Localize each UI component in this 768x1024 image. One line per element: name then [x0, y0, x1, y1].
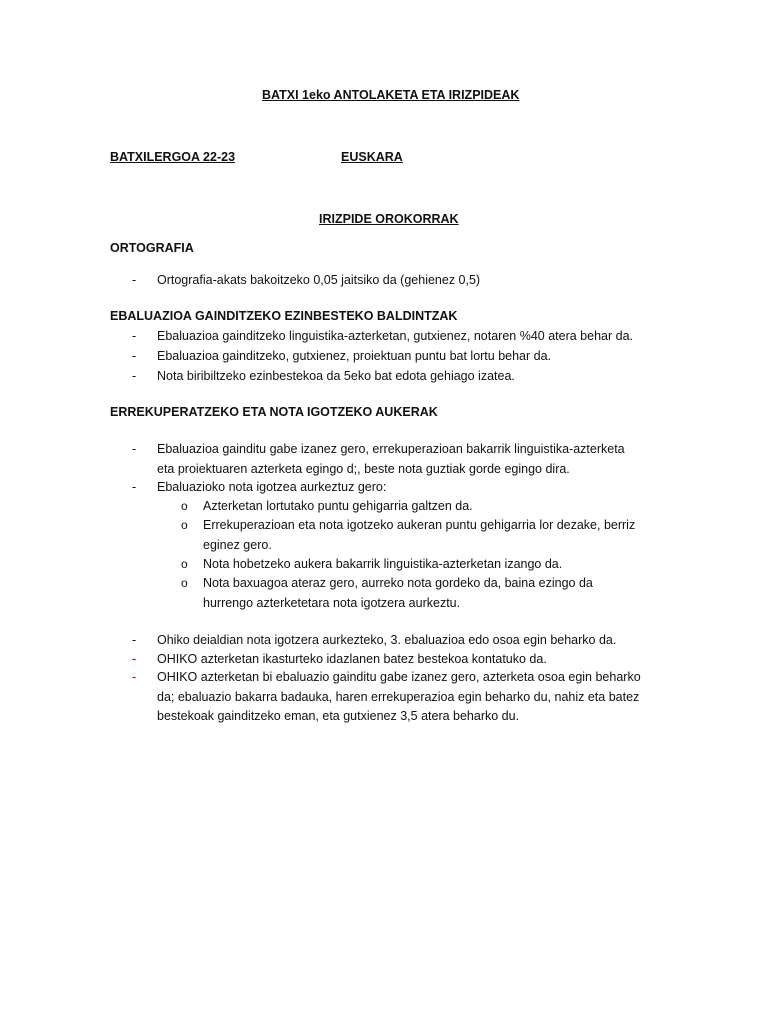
baldintzak-item: Ebaluazioa gainditzeko linguistika-azterketan, gutxienez, notaren %40 atera behar da. [157, 329, 634, 343]
sub-item: Nota baxuagoa ateraz gero, aurreko nota gordeko da, baina ezingo da [203, 576, 593, 590]
sub-item: eginez gero. [203, 538, 272, 552]
circle-bullet: o [181, 518, 188, 532]
sub-item: hurrengo azterketetara nota igotzera aurkeztu. [203, 596, 461, 610]
list-dash-red: - [132, 652, 137, 666]
section-title: IRIZPIDE OROKORRAK [319, 212, 459, 226]
aukerak-item-line: Ebaluazioko nota igotzea aurkeztuz gero: [157, 480, 387, 494]
list-dash-red: - [132, 670, 137, 684]
list-dash: - [132, 349, 137, 363]
circle-bullet: o [181, 499, 188, 513]
ohiko-item: OHIKO azterketan ikasturteko idazlanen batez bestekoa kontatuko da. [157, 652, 547, 666]
sub-item: Azterketan lortutako puntu gehigarria galtzen da. [203, 499, 473, 513]
ohiko-item: OHIKO azterketan bi ebaluazio gainditu gabe izanez gero, azterketa osoa egin beharko [157, 670, 641, 684]
circle-bullet: o [181, 557, 188, 571]
subject-label: EUSKARA [341, 150, 403, 164]
ohiko-item: Ohiko deialdian nota igotzera aurkezteko, 3. ebaluazioa edo osoa egin beharko da. [157, 633, 617, 647]
aukerak-item-line: eta proiektuaren azterketa egingo d;, beste nota guztiak gorde egingo dira. [157, 462, 570, 476]
sub-item: Nota hobetzeko aukera bakarrik linguistika-azterketan izango da. [203, 557, 563, 571]
document-title: BATXI 1eko ANTOLAKETA ETA IRIZPIDEAK [262, 88, 520, 102]
list-dash: - [132, 442, 137, 456]
list-dash: - [132, 480, 137, 494]
course-label: BATXILERGOA 22-23 [110, 150, 236, 164]
sub-item: Errekuperazioan eta nota igotzeko aukeran puntu gehigarria lor dezake, berriz [203, 518, 636, 532]
list-dash: - [132, 369, 137, 383]
ortografia-heading: ORTOGRAFIA [110, 241, 194, 255]
ohiko-item: bestekoak gainditzeko eman, eta gutxienez 3,5 atera beharko du. [157, 709, 520, 723]
list-dash: - [132, 633, 137, 647]
ortografia-item: Ortografia-akats bakoitzeko 0,05 jaitsiko da (gehienez 0,5) [157, 273, 481, 287]
ohiko-item: da; ebaluazio bakarra badauka, haren errekuperazioa egin beharko du, nahiz eta batez [157, 690, 640, 704]
baldintzak-heading: EBALUAZIOA GAINDITZEKO EZINBESTEKO BALDINTZAK [110, 309, 458, 323]
list-dash: - [132, 273, 137, 287]
aukerak-item-line: Ebaluazioa gainditu gabe izanez gero, errekuperazioan bakarrik linguistika-azterketa [157, 442, 625, 456]
aukerak-heading: ERREKUPERATZEKO ETA NOTA IGOTZEKO AUKERAK [110, 405, 438, 419]
list-dash: - [132, 329, 137, 343]
circle-bullet: o [181, 576, 188, 590]
baldintzak-item: Nota biribiltzeko ezinbestekoa da 5eko bat edota gehiago izatea. [157, 369, 515, 383]
baldintzak-item: Ebaluazioa gainditzeko, gutxienez, proiektuan puntu bat lortu behar da. [157, 349, 552, 363]
